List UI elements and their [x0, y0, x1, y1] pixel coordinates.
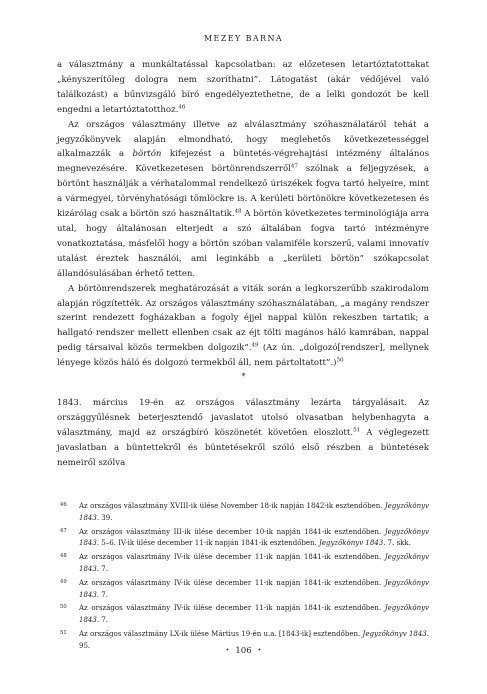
footnote	[57, 552, 429, 576]
footnote-ref: 49	[251, 342, 259, 349]
bullet-left: •	[225, 647, 230, 654]
running-head: MEZEY BARNA	[203, 34, 284, 43]
italic-text: Jegyzőkönyv 1843.	[362, 629, 429, 638]
text-run: Az országos választmány XVIII-ik ülése November 18-ik napján 1842-ik esztendőben.	[79, 502, 385, 510]
text-run: 1843. március 19-én az országos választmány lezárta tárgyalásait. Az országgyűlésnek beterjesztendő javaslatot utolsó olvasatban helybenhagyta a választmány, majd az országbíró köszönetét követően eloszlott.	[57, 398, 429, 438]
footnote	[57, 501, 429, 525]
paragraph	[57, 118, 429, 282]
footnote-number: 46	[60, 502, 67, 508]
bullet-right: •	[257, 647, 262, 654]
body-text	[57, 58, 429, 371]
text-run: A véglegezett javaslatban a büntettekről és büntetésekről szóló első részben a büntetések nemeiről szólva	[57, 427, 429, 468]
text-run: 5–6. IV-ik ülése december 11-ik napján 1841-ik esztendőben.	[99, 539, 320, 548]
text-run: Az országos választmány III-ik ülése december 10-ik napján 1841-ik esztendőben.	[79, 527, 385, 536]
italic-text: Jegyzőkönyv 1843.	[79, 553, 429, 573]
footnote	[57, 527, 429, 551]
italic-text: Jegyzőkönyv 1843.	[319, 539, 386, 548]
footnote	[57, 578, 429, 602]
text-run: Az országos választmány IV-ik ülése december 11-ik napján 1841-ik esztendőben.	[79, 578, 385, 587]
text-run: 7.	[99, 564, 108, 573]
text-run: (Az ún. „dolgozó[rendszer], mellynek lényege közös háló és dolgozó termekből áll, nem pártoltatott”.)	[57, 343, 429, 369]
page-number: 106	[235, 646, 252, 656]
footnote-ref: 48	[234, 208, 242, 215]
text-run: Az országos választmány LX-ik ülése Mártius 19-én u.a. [1843-ik] esztendőben.	[79, 629, 363, 638]
text-run: A börtön következetes terminológiája arra utal, hogy általánosan elterjedt a szó általában fogva tartó intézményre vonatkoztatása, másfelől hogy a börtön szóban valamiféle korszerű, valami innovatív utalást éreztek használói, ami leginkább a „kerületi börtön” szókapcsolat állandósulásában érhető tetten.	[57, 209, 429, 279]
text-run: 39.	[99, 513, 113, 522]
text-run: 7.	[99, 590, 108, 599]
footnote-ref: 46	[178, 104, 186, 111]
footnote-ref: 50	[336, 357, 344, 364]
text-run: Az országos választmány illetve az alválasztmány szóhasználatáról tehát a jegyzőkönyvek alapján elmondható, hogy meglehetős következetességgel alkalmazzák a	[57, 119, 429, 160]
footnote-number: 49	[60, 578, 67, 585]
italic-text: Jegyzőkönyv 1843.	[79, 527, 429, 548]
italic-text: Jegyzőkönyv 1843.	[79, 502, 429, 522]
page-number-line	[0, 646, 487, 656]
text-run: szólnak a feljegyzések, a börtönt használják a vérhatalommal rendelkező úriszékek fogva tartó helyeire, mint a vármegyei, törvényhatósági tömlöckre is. A kerületi börtönökre következetesen és kizárólag csak a börtön szó használtatik.	[57, 164, 429, 220]
footnotes	[57, 501, 429, 655]
section-text	[57, 396, 429, 471]
footnote-number: 50	[60, 604, 67, 611]
italic-text: börtön	[132, 149, 162, 160]
footnote-number: 51	[60, 629, 67, 636]
footnote-number: 48	[60, 553, 67, 560]
footnote-number: 47	[60, 527, 67, 534]
italic-text: Jegyzőkönyv 1843.	[79, 604, 429, 625]
section-break-asterism: *	[241, 372, 246, 381]
italic-text: Jegyzőkönyv 1843.	[79, 578, 429, 599]
paragraph	[57, 58, 429, 118]
text-run: Az országos választmány IV-ik ülése december 11-ik napján 1841-ik esztendőben.	[79, 553, 385, 562]
text-run: A börtönrendszerek meghatározását a viták során a legkorszerűbb szakirodalom alapján rögzítették. Az országos választmány szóhasználatában, „a magány rendszer szerint rendezett fogházakban a fogoly éjjel nappal külön rekeszben tartatik; a hallgató rendszer mellett ellenben csak az éjt tölti magános háló kamrában, nappal pedig társaival közös termekben dolgozik”.	[57, 283, 429, 354]
paragraph	[57, 396, 429, 471]
text-run: Az országos választmány IV-ik ülése december 11-ik napján 1841-ik esztendőben.	[79, 604, 385, 613]
text-run: 7. skk.	[385, 539, 411, 548]
text-run: 7.	[99, 616, 108, 625]
footnote	[57, 603, 429, 627]
text-run: 95.	[79, 641, 91, 650]
footnote-ref: 51	[353, 427, 361, 434]
paragraph	[57, 282, 429, 371]
text-run: a választmány a munkáltatással kapcsolatban: az előzetesen letartóztatottakat „kényszerítőleg dologra nem szoríthatni”. Látogatást (akár védőjével való találkozást) a bűnvizsgáló bíró engedélyeztethetne, de a lelki gondozót be kell engedni a letartóztatotthoz.	[57, 60, 429, 115]
text-run: kifejezést a büntetés-végrehajtási intézmény általános megnevezésére. Következetesen börtönrendszerről	[57, 149, 429, 175]
footnote-ref: 47	[290, 163, 298, 170]
